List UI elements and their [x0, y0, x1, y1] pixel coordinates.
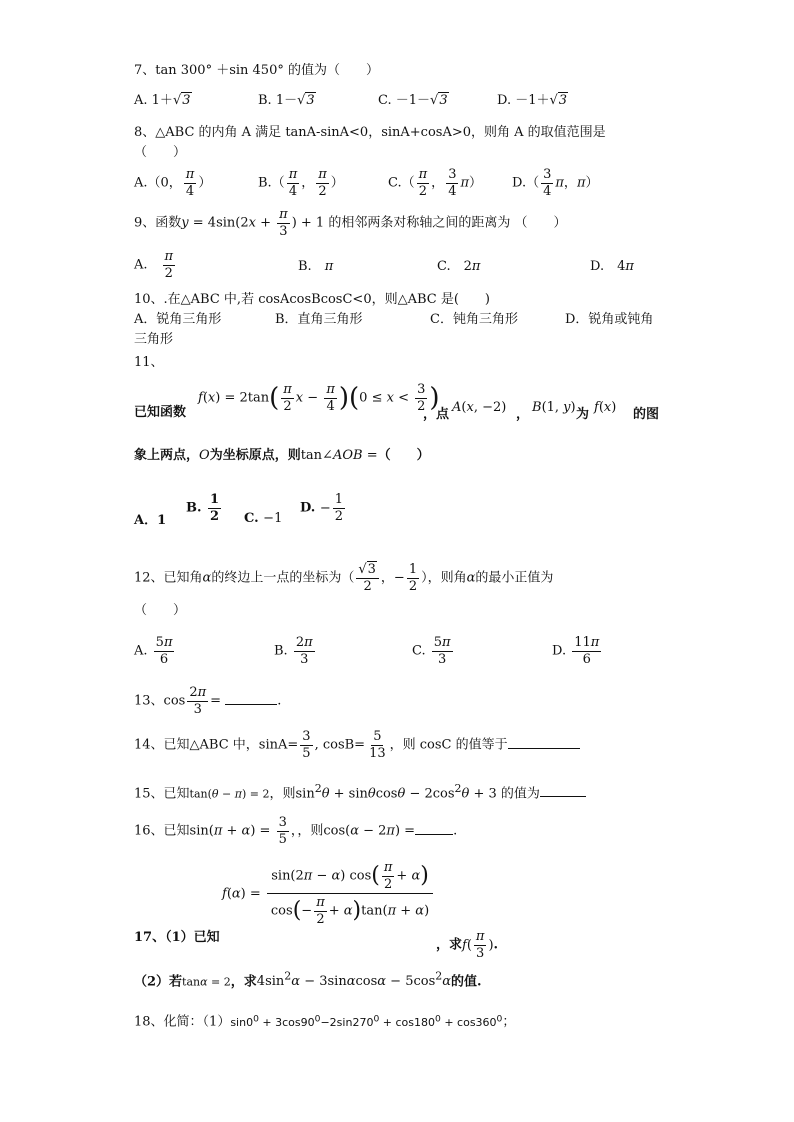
q10-option-b: B．直角三角形	[275, 312, 363, 327]
q11-fx: f(x)	[594, 400, 617, 415]
q16-stem: 16、已知sin(π + α) = $\frac{3}{5}$ ，，则cos(α − 2π) = .	[134, 815, 458, 847]
q8-option-b: B.（ $\frac{\pi}{4}$ ， $\frac{\pi}{2}$ ）	[258, 167, 344, 199]
q11-line2: 象上两点，O为坐标原点，则tan∠AOB =（ ）	[134, 448, 430, 463]
q8-paren: （ ）	[134, 145, 187, 160]
q11-option-b: B. $\frac{1}{2}$	[186, 492, 220, 524]
q8-stem: 8、△ABC 的内角 A 满足 tanA-sinA<0，sinA+cosA>0，则角 A 的取值范围是	[134, 125, 606, 140]
q11-line1-pre: 已知函数	[134, 405, 187, 420]
q12-paren: （ ）	[134, 603, 187, 618]
q8-option-a: A.（0， $\frac{\pi}{4}$ ）	[134, 167, 212, 199]
q7-option-d: D. －1＋√3	[497, 93, 568, 108]
q11-number: 11、	[134, 355, 164, 370]
q17-part1-ask: ，求f( $\frac{\pi}{3}$ ).	[436, 929, 499, 961]
q11-option-c: C. −1	[244, 511, 283, 526]
q10-option-c: C．钝角三角形	[430, 312, 518, 327]
q12-stem: 12、已知角α的终边上一点的坐标为（ $\frac{√3}{2}$ ，− $\frac{1}{2}$ ），则角α的最小正值为	[134, 562, 554, 594]
q7-stem: 7、tan 300° ＋sin 450° 的值为（ ）	[134, 63, 379, 78]
q9-option-d: D. 4π	[590, 259, 634, 274]
q17-part2: （2）若tanα = 2，求$4\sin^2\alpha - 3\sin\alpha\cos\alpha - 5\cos^2\alpha$的值.	[134, 970, 482, 990]
q7-option-a: A. 1＋√3	[134, 93, 191, 108]
q12-option-a: A. $\frac{5\pi}{6}$	[134, 635, 173, 667]
q17-part1-label: 17、（1）已知	[134, 930, 220, 945]
q12-option-b: B. $\frac{2\pi}{3}$	[274, 635, 313, 667]
q8-option-c: C.（ $\frac{\pi}{2}$ ， $\frac{3}{4}$ π）	[388, 167, 483, 199]
q10-option-a: A．锐角三角形	[134, 312, 222, 327]
q15-stem: 15、已知tan(θ − π) = 2，则$\sin^2\theta + \sin\theta\cos\theta - 2\cos^2\theta + 3$ 的值为	[134, 782, 586, 802]
q18-stem: 18、化简：$(1)\sin 0^0 + 3\cos 90^0-2\sin 270^0 + \cos 180^0 + \cos 360^0$；	[134, 1013, 516, 1030]
q13-stem: 13、cos $\frac{2\pi}{3}$ = .	[134, 685, 282, 717]
q11-line1-mid: ，点	[423, 407, 450, 422]
q7-option-b: B. 1－√3	[258, 93, 315, 108]
q10-wrap: 三角形	[134, 332, 174, 347]
q12-option-c: C. $\frac{5\pi}{3}$	[412, 635, 451, 667]
q9-option-c: C. 2π	[437, 259, 481, 274]
q9-stem: 9、函数y = 4sin(2x + $\frac{\pi}{3}$ ) + 1 的相邻两条对称轴之间的距离为 （ ）	[134, 207, 567, 239]
q11-point-b: B(1, y)	[532, 400, 576, 415]
q9-option-a: A. $\frac{\pi}{2}$	[134, 249, 174, 281]
q11-comma: ，	[516, 407, 530, 422]
q7-option-c: C. －1－√3	[378, 93, 448, 108]
q8-option-d: D.（ $\frac{3}{4}$ π，π）	[512, 167, 599, 199]
q11-point-a: A(x, −2)	[452, 400, 507, 415]
q11-line1-post: 的图	[633, 407, 660, 422]
q11-for: 为	[576, 407, 590, 422]
q10-stem: 10、.在△ABC 中,若 cosAcosBcosC<0，则△ABC 是( )	[134, 292, 490, 307]
q10-option-d: D．锐角或钝角	[565, 312, 654, 327]
q17-formula: f(α) = sin(2π − α) cos( $\frac{\pi}{2}$ + α) cos(− $\frac{\pi}{2}$ + α)tan(π + α)	[222, 861, 435, 927]
q14-stem: 14、已知△ABC 中，sinA= $\frac{3}{5}$ , cosB= $\frac{5}{13}$ ，则 cosC 的值等于	[134, 730, 580, 760]
q12-option-d: D. $\frac{11\pi}{6}$	[552, 635, 600, 667]
q11-function: f(x) = 2tan( $\frac{\pi}{2}$ x − $\frac{\pi}{4}$ )(0 ≤ x < $\frac{3}{2}$ )	[198, 382, 440, 414]
q11-option-d: D. − $\frac{1}{2}$	[300, 492, 344, 524]
q11-option-a: A．1	[134, 513, 167, 528]
q9-option-b: B. π	[298, 259, 334, 274]
